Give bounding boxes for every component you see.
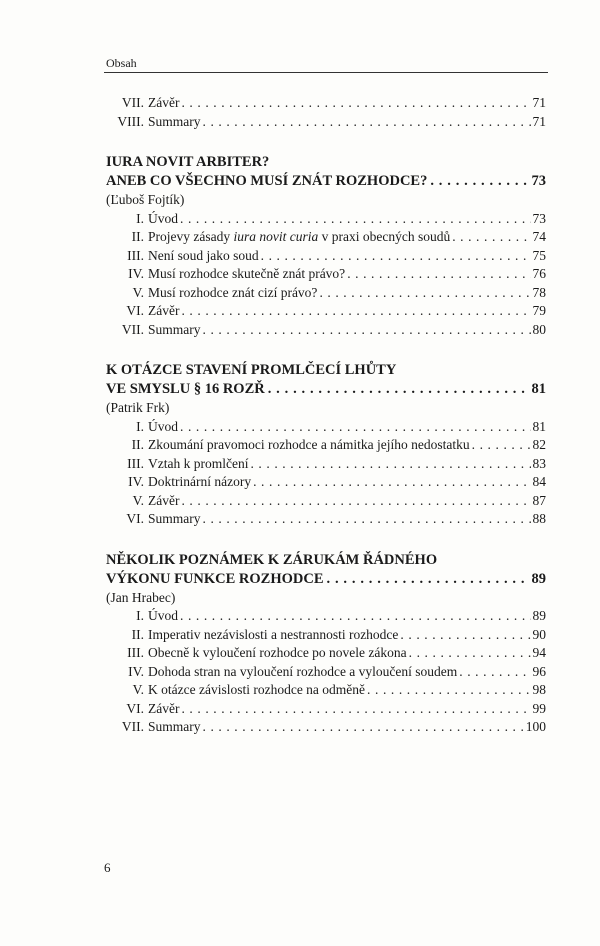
toc-entry[interactable] [106,228,546,247]
entry-number: VI. [126,700,144,716]
section-title-line: IURA NOVIT ARBITER? [106,154,270,170]
entry-page: 90 [532,626,546,642]
toc-entry[interactable] [106,644,546,663]
entry-number: II. [131,626,144,642]
toc-entry[interactable] [106,473,546,492]
toc-entry[interactable] [106,681,546,700]
entry-number: I. [136,608,144,623]
page-number: 6 [104,860,111,875]
dot-leader [327,570,529,589]
entry-label: Úvod [148,418,178,434]
section-author: (Jan Hrabec) [106,589,176,605]
entry-number: II. [131,229,144,244]
dot-leader [203,321,531,340]
entry-page: 71 [532,95,546,110]
entry-page: 84 [532,474,546,489]
toc-entry[interactable] [106,302,546,321]
entry-page: 82 [532,437,546,452]
entry-label: Zkoumání pravomoci rozhodce a námitka jejího nedostatku [148,437,470,452]
entry-number: VII. [121,321,144,337]
entry-number: VI. [126,303,144,318]
toc-entry[interactable] [106,626,546,645]
section-title-line[interactable] [106,172,546,191]
entry-page: 81 [532,418,546,434]
section-title-line[interactable] [106,380,546,399]
entry-page: 83 [532,455,546,471]
table-of-contents [106,94,546,737]
dot-leader [459,663,530,682]
entry-label: Závěr [148,303,180,318]
section-page: 81 [531,381,546,397]
toc-entry[interactable] [106,321,546,340]
entry-number: I. [136,418,144,434]
dot-leader [181,94,530,113]
section-title-text: VÝKONU FUNKCE ROZHODCE [106,570,324,587]
dot-leader [181,492,530,511]
dot-leader [250,455,530,474]
entry-number: IV. [128,663,144,679]
entry-label: Doktrinární názory [148,474,252,489]
dot-leader [472,436,531,455]
section-title-text: ANEB CO VŠECHNO MUSÍ ZNÁT ROZHODCE? [106,173,428,189]
entry-label: Závěr [148,492,180,508]
dot-leader [180,210,531,229]
entry-page: 98 [532,682,546,697]
entry-label: Projevy zásady iura novit curia v praxi obecných soudů [148,229,451,244]
toc-section [106,551,546,737]
entry-label: Summary [148,719,201,734]
toc-entry[interactable] [106,94,546,113]
toc-entry[interactable] [106,510,546,529]
entry-page: 75 [532,247,546,263]
dot-leader [347,265,530,284]
section-page: 89 [531,570,546,587]
emphasis-text: iura novit curia [233,229,319,244]
toc-entry[interactable] [106,607,546,626]
entry-page: 88 [532,511,546,526]
dot-leader [203,510,531,529]
entry-number: IV. [128,474,144,489]
entry-label: Závěr [148,95,180,110]
toc-entry[interactable] [106,663,546,682]
toc-section [106,153,546,339]
running-head: Obsah [106,56,137,70]
entry-label: Vztah k promlčení [148,455,249,471]
toc-entry[interactable] [106,718,546,737]
entry-number: VII. [121,95,144,110]
dot-leader [203,718,524,737]
toc-entry[interactable] [106,436,546,455]
sections [106,153,546,737]
entry-label: Musí rozhodce skutečně znát právo? [148,266,346,281]
dot-leader [180,418,531,437]
toc-entry[interactable] [106,700,546,719]
entry-label: K otázce závislosti rozhodce na odměně [148,682,366,697]
dot-leader [181,700,530,719]
entry-number: III. [127,247,144,263]
entry-page: 94 [532,645,546,660]
entry-label: Summary [148,511,201,526]
entry-number: I. [136,210,144,226]
section-title-line: K OTÁZCE STAVENÍ PROMLČECÍ LHŮTY [106,362,397,378]
entry-number: V. [132,682,144,697]
top-entries [106,94,546,131]
dot-leader [409,644,531,663]
entry-page: 79 [532,303,546,318]
entry-page: 96 [532,663,546,679]
entry-page: 87 [532,492,546,508]
entry-page: 89 [532,608,546,623]
entry-number: VII. [121,719,144,734]
entry-label: Dohoda stran na vyloučení rozhodce a vyloučení soudem [148,663,458,679]
toc-entry[interactable] [106,265,546,284]
section-page: 73 [531,173,546,189]
entry-label: Úvod [148,210,178,226]
header-rule [104,72,548,73]
toc-entry[interactable] [106,247,546,266]
section-author: (Patrik Frk) [106,400,170,415]
dot-leader [400,626,530,645]
entry-label: Není soud jako soud [148,247,259,263]
entry-page: 73 [532,210,546,226]
toc-section [106,361,546,529]
entry-label: Obecně k vyloučení rozhodce po novele zákona [148,645,407,660]
dot-leader [180,607,531,626]
dot-leader [268,380,529,399]
toc-entry[interactable] [106,210,546,229]
entry-number: IV. [128,266,144,281]
dot-leader [452,228,530,247]
dot-leader [203,113,531,132]
section-author: (Ľuboš Fojtík) [106,192,185,207]
entry-page: 100 [525,719,546,734]
toc-entry[interactable] [106,113,546,132]
entry-label: Summary [148,113,201,129]
entry-page: 78 [532,284,546,300]
dot-leader [367,681,530,700]
entry-label: Úvod [148,608,178,623]
entry-page: 76 [532,266,546,281]
entry-label: Závěr [148,700,180,716]
section-title-line: NĚKOLIK POZNÁMEK K ZÁRUKÁM ŘÁDNÉHO [106,551,438,568]
entry-number: V. [132,284,144,300]
dot-leader [261,247,531,266]
entry-page: 99 [532,700,546,716]
toc-entry[interactable] [106,284,546,303]
entry-number: III. [127,645,144,660]
entry-label: Imperativ nezávislosti a nestrannosti rozhodce [148,626,399,642]
entry-number: III. [127,455,144,471]
dot-leader [181,302,530,321]
dot-leader [319,284,530,303]
entry-number: VI. [126,511,144,526]
entry-page: 80 [532,321,546,337]
dot-leader [430,172,528,191]
section-title-text: VE SMYSLU § 16 ROZŘ [106,381,265,397]
entry-label: Summary [148,321,201,337]
toc-entry[interactable] [106,418,546,437]
section-title-line[interactable] [106,570,546,589]
entry-label: Musí rozhodce znát cizí právo? [148,284,318,300]
entry-number: II. [131,437,144,452]
toc-entry[interactable] [106,492,546,511]
toc-entry[interactable] [106,455,546,474]
dot-leader [253,473,530,492]
entry-number: V. [132,492,144,508]
entry-page: 74 [532,229,546,244]
entry-page: 71 [532,113,546,129]
entry-number: VIII. [117,113,144,129]
